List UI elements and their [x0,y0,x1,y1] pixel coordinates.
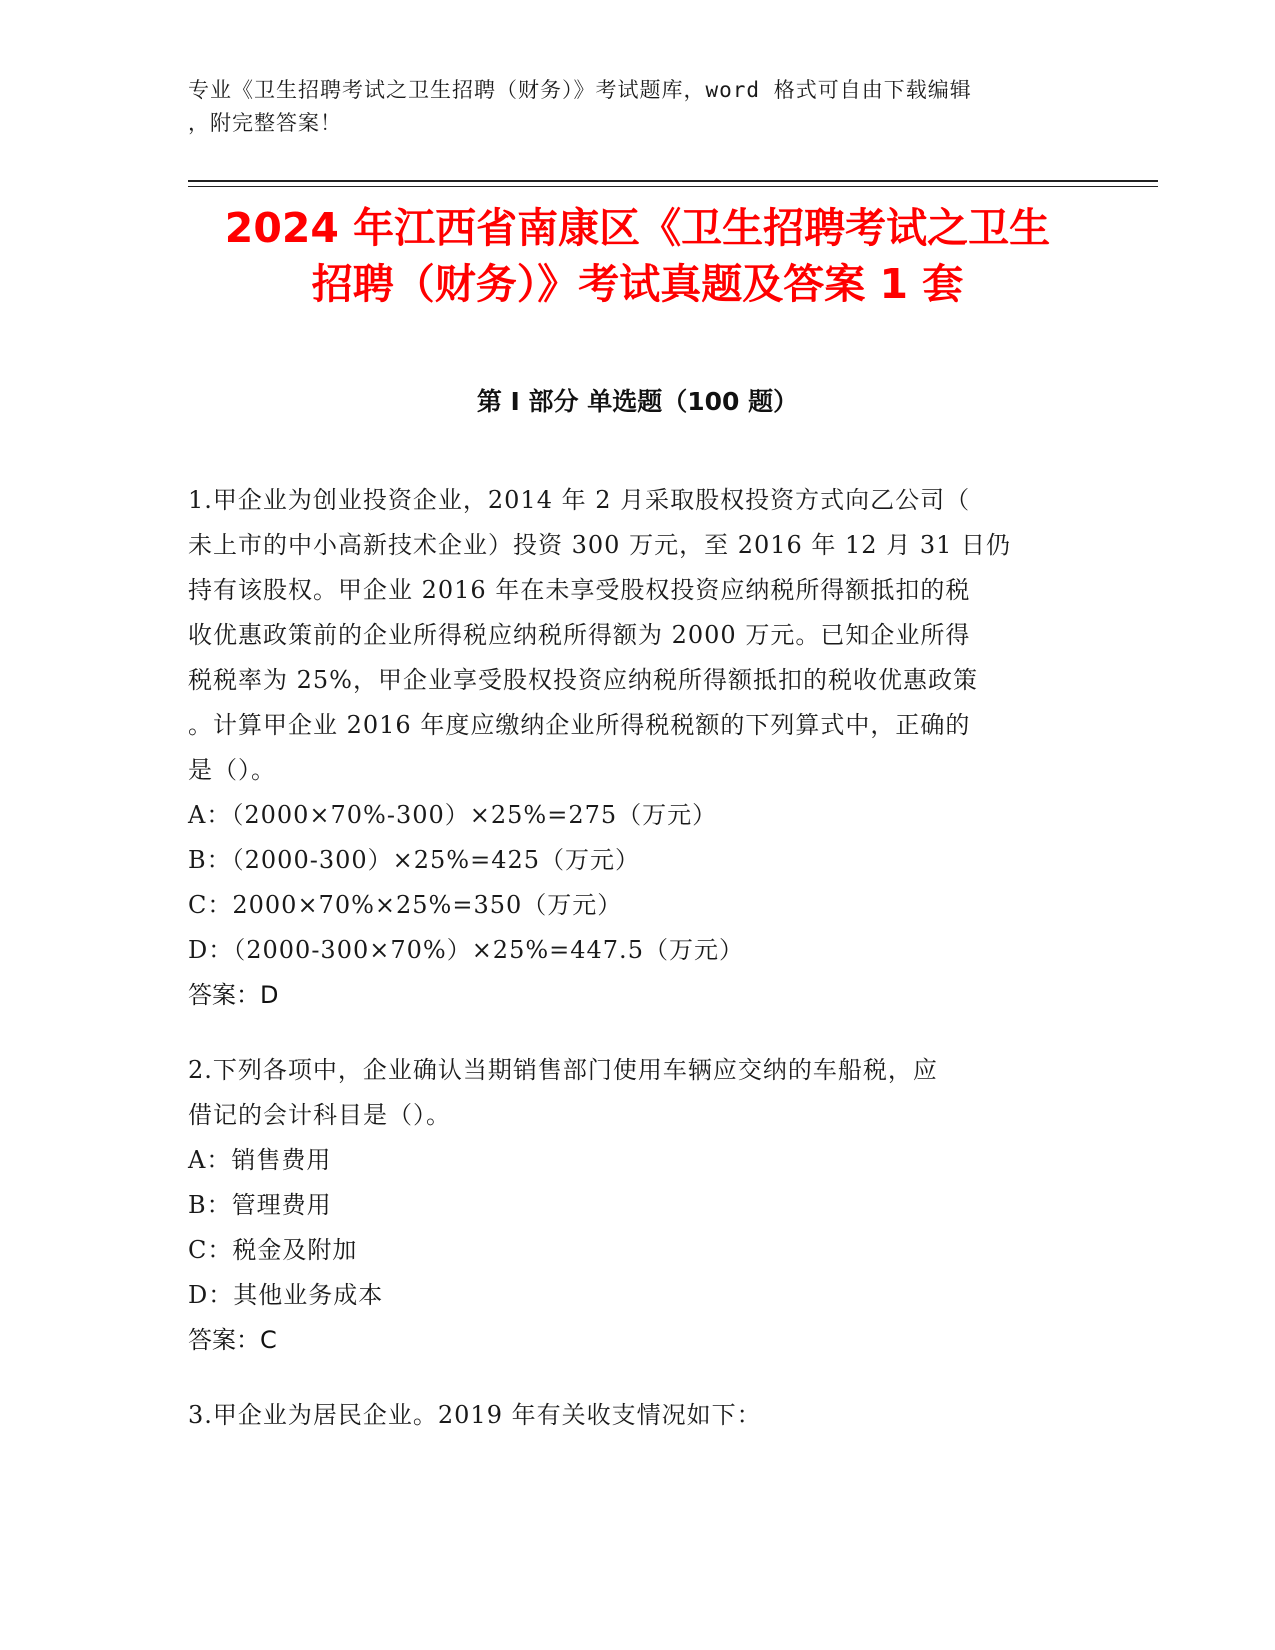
question-stem-line: 。计算甲企业 2016 年度应缴纳企业所得税税额的下列算式中，正确的 [188,711,971,739]
header-rule-thin [188,186,1158,187]
question-stem-line: 2.下列各项中，企业确认当期销售部门使用车辆应交纳的车船税，应 [188,1056,938,1084]
question-stem-line: 税税率为 25%，甲企业享受股权投资应纳税所得额抵扣的税收优惠政策 [188,666,978,694]
document-title-line-1: 2024 年江西省南康区《卫生招聘考试之卫生 [224,204,1051,252]
question-stem-line: 借记的会计科目是（）。 [188,1101,451,1129]
option-a: A：销售费用 [188,1146,332,1174]
document-title [160,200,1115,312]
option-a: A：（2000×70%-300）×25%=275（万元） [188,801,718,829]
question-stem-line: 未上市的中小高新技术企业）投资 300 万元，至 2016 年 12 月 31 日仍 [188,531,1011,559]
option-c: C：2000×70%×25%=350（万元） [188,891,623,919]
option-d: D：（2000-300×70%）×25%=447.5（万元） [188,936,744,964]
question-list [188,478,1088,1468]
question-stem-line: 1.甲企业为创业投资企业，2014 年 2 月采取股权投资方式向乙公司（ [188,486,971,514]
header-rule-thick [188,180,1158,182]
header-note [188,74,1068,140]
question-stem-line: 3.甲企业为居民企业。2019 年有关收支情况如下： [188,1401,762,1429]
header-note-line-2: ，附完整答案！ [188,111,342,135]
question-stem-line: 是（）。 [188,756,276,784]
question-3 [188,1393,1088,1438]
option-b: B：（2000-300）×25%=425（万元） [188,846,641,874]
option-c: C：税金及附加 [188,1236,358,1264]
option-b: B：管理费用 [188,1191,332,1219]
answer-label: 答案：C [188,1326,277,1354]
question-1 [188,478,1088,1018]
question-stem-line: 持有该股权。甲企业 2016 年在未享受股权投资应纳税所得额抵扣的税 [188,576,971,604]
option-d: D：其他业务成本 [188,1281,384,1309]
section-heading: 第 I 部分 单选题（100 题） [476,387,799,416]
question-stem-line: 收优惠政策前的企业所得税应纳税所得额为 2000 万元。已知企业所得 [188,621,971,649]
answer-label: 答案：D [188,981,279,1009]
document-title-line-2: 招聘（财务）》考试真题及答案 1 套 [311,260,964,308]
question-2 [188,1048,1088,1363]
header-note-line-1: 专业《卫生招聘考试之卫生招聘（财务）》考试题库，word 格式可自由下载编辑 [188,78,972,102]
